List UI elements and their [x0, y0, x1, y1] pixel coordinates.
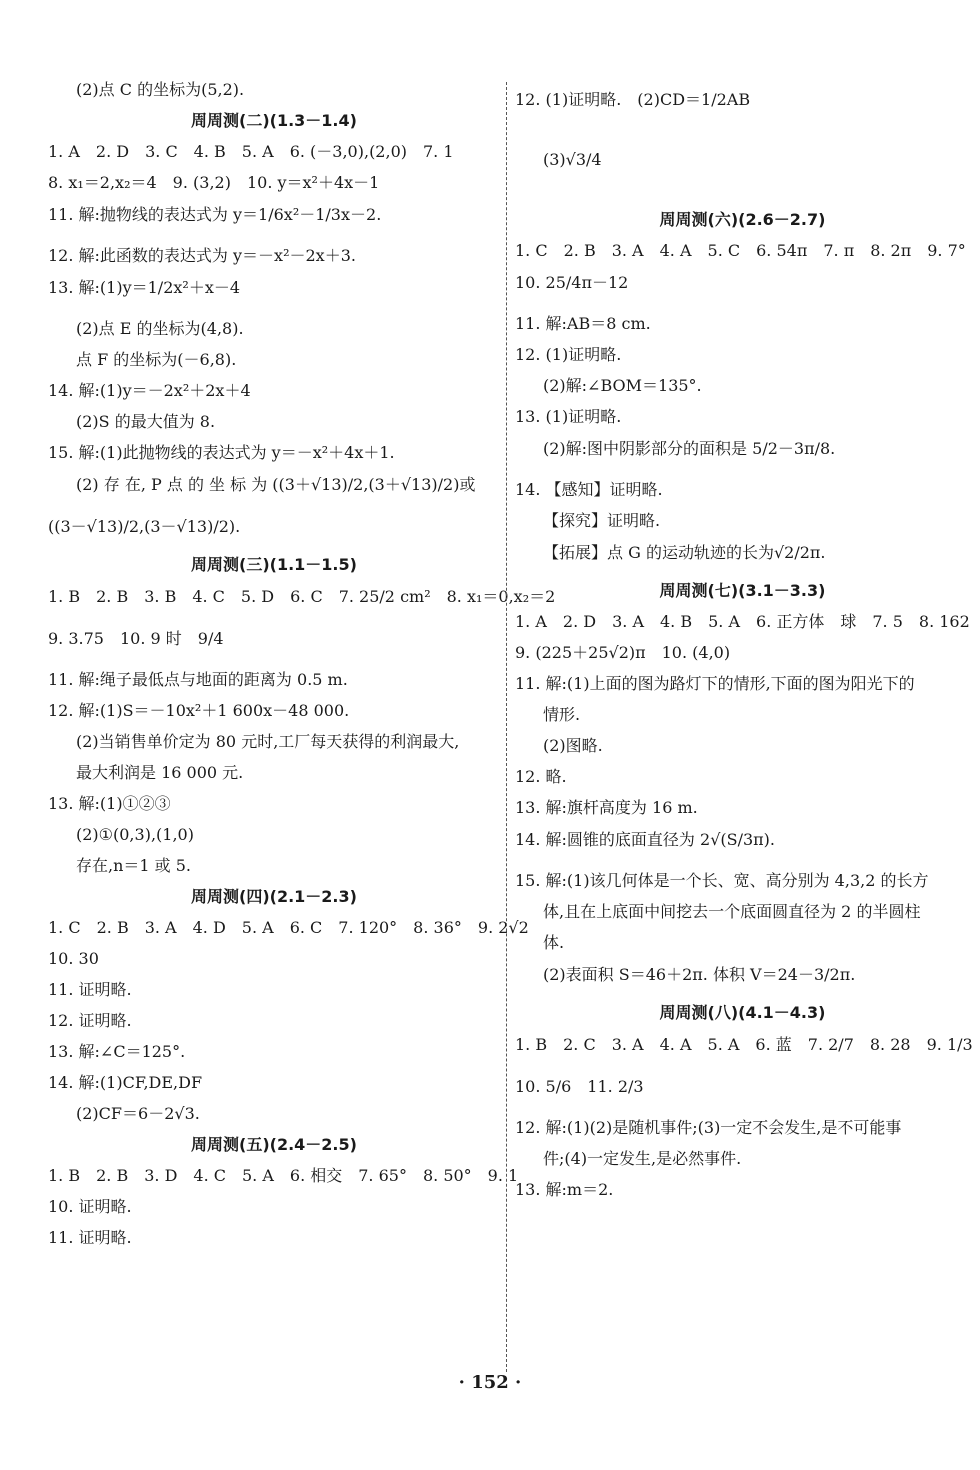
answer-line: 情形. [543, 705, 581, 724]
answer-line: 体,且在上底面中间挖去一个底面圆直径为 2 的半圆柱 [543, 902, 921, 921]
answer-line: 11. 解:绳子最低点与地面的距离为 0.5 m. [48, 670, 348, 689]
answer-line: 1. C 2. B 3. A 4. A 5. C 6. 54π 7. π 8. 2π 9. 7° [515, 241, 966, 260]
answer-line: 10. 5/6 11. 2/3 [515, 1077, 644, 1096]
answer-line: (2)解:∠BOM＝135°. [543, 376, 702, 395]
answer-line: 件;(4)一定发生,是必然事件. [543, 1149, 742, 1168]
answer-line: 12. 解:此函数的表达式为 y＝－x²－2x＋3. [48, 246, 356, 265]
answer-line: (2) 存 在, P 点 的 坐 标 为 ((3＋√13)/2,(3＋√13)/2)或 [76, 475, 476, 494]
answer-line: 12. 解:(1)S＝－10x²＋1 600x－48 000. [48, 701, 350, 720]
answer-line: 13. 解:m＝2. [515, 1180, 614, 1199]
answer-line: 13. 解:旗杆高度为 16 m. [515, 798, 698, 817]
answer-line: 1. A 2. D 3. C 4. B 5. A 6. (－3,0),(2,0) 7. 1 [48, 142, 454, 161]
answer-line: 1. B 2. B 3. D 4. C 5. A 6. 相交 7. 65° 8. 50° 9. 1 [48, 1166, 519, 1185]
answer-line: 11. 解:抛物线的表达式为 y＝1/6x²－1/3x－2. [48, 205, 382, 224]
answer-line: 10. 证明略. [48, 1197, 132, 1216]
answer-line: 存在,n＝1 或 5. [76, 856, 192, 875]
answer-line: 1. C 2. B 3. A 4. D 5. A 6. C 7. 120° 8. 36° 9. 2√2 [48, 918, 529, 937]
section-heading: 周周测(五)(2.4－2.5) [191, 1135, 357, 1154]
answer-line: 8. x₁＝2,x₂＝4 9. (3,2) 10. y＝x²＋4x－1 [48, 173, 380, 192]
answer-line: (2)表面积 S＝46＋2π. 体积 V＝24－3/2π. [543, 965, 856, 984]
answer-line: 10. 30 [48, 949, 99, 968]
answer-line: 15. 解:(1)此抛物线的表达式为 y＝－x²＋4x＋1. [48, 443, 395, 462]
answer-line: 最大利润是 16 000 元. [76, 763, 244, 782]
section-heading: 周周测(六)(2.6－2.7) [659, 210, 826, 229]
section-heading: 周周测(七)(3.1－3.3) [659, 581, 826, 600]
right-column [515, 78, 973, 1200]
answer-line: 11. 证明略. [48, 1228, 132, 1247]
answer-line: (2)点 E 的坐标为(4,8). [76, 319, 244, 338]
answer-line: 13. 解:(1)①②③ [48, 794, 171, 813]
answer-line: 12. (1)证明略. (2)CD＝1/2AB [515, 90, 751, 109]
column-divider [506, 82, 507, 1372]
answer-line: 14. 解:(1)CF,DE,DF [48, 1073, 203, 1092]
answer-line: 14. 【感知】证明略. [515, 480, 663, 499]
answer-line: (2)S 的最大值为 8. [76, 412, 216, 431]
answer-line: 10. 25/4π－12 [515, 273, 629, 292]
answer-line: 15. 解:(1)该几何体是一个长、宽、高分别为 4,3,2 的长方 [515, 871, 929, 890]
answer-line: 11. 解:AB＝8 cm. [515, 314, 651, 333]
answer-line: (2)①(0,3),(1,0) [76, 825, 194, 844]
answer-line: 14. 解:(1)y＝－2x²＋2x＋4 [48, 381, 251, 400]
answer-line: 体. [543, 933, 565, 952]
answer-line: (2)图略. [543, 736, 603, 755]
section-heading: 周周测(四)(2.1－2.3) [191, 887, 357, 906]
answer-line: 12. (1)证明略. [515, 345, 622, 364]
answer-line: 1. B 2. C 3. A 4. A 5. A 6. 蓝 7. 2/7 8. 28 9. 1/3 [515, 1035, 973, 1054]
answer-line: 9. 3.75 10. 9 时 9/4 [48, 629, 224, 648]
section-heading: 周周测(三)(1.1－1.5) [191, 555, 357, 574]
answer-line: (2)点 C 的坐标为(5,2). [76, 80, 245, 99]
answer-line: 13. (1)证明略. [515, 407, 622, 426]
answer-line: 13. 解:(1)y＝1/2x²＋x－4 [48, 278, 241, 297]
answer-line: ((3－√13)/2,(3－√13)/2). [48, 517, 241, 536]
answer-line: 14. 解:圆锥的底面直径为 2√(S/3π). [515, 830, 776, 849]
answer-line: 点 F 的坐标为(－6,8). [76, 350, 237, 369]
answer-line: 12. 解:(1)(2)是随机事件;(3)一定不会发生,是不可能事 [515, 1118, 902, 1137]
page-number: · 152 · [458, 1372, 522, 1393]
answer-line: 【拓展】点 G 的运动轨迹的长为√2/2π. [543, 543, 826, 562]
answer-line: 13. 解:∠C＝125°. [48, 1042, 186, 1061]
answer-line: (3)√3/4 [543, 150, 602, 169]
answer-line: (2)解:图中阴影部分的面积是 5/2－3π/8. [543, 439, 836, 458]
answer-line: (2)CF＝6－2√3. [76, 1104, 200, 1123]
answer-line: 11. 证明略. [48, 980, 132, 999]
answer-line: 1. B 2. B 3. B 4. C 5. D 6. C 7. 25/2 cm² 8. x₁＝0,x₂＝2 [48, 587, 556, 606]
answer-line: 【探究】证明略. [543, 511, 661, 530]
answer-line: 12. 证明略. [48, 1011, 132, 1030]
section-heading: 周周测(二)(1.3－1.4) [191, 111, 357, 130]
section-heading: 周周测(八)(4.1－4.3) [659, 1003, 826, 1022]
answer-line: 11. 解:(1)上面的图为路灯下的情形,下面的图为阳光下的 [515, 674, 915, 693]
answer-line: 12. 略. [515, 767, 567, 786]
answer-line: 1. A 2. D 3. A 4. B 5. A 6. 正方体 球 7. 5 8. 162 [515, 612, 970, 631]
answer-line: 9. (225＋25√2)π 10. (4,0) [515, 643, 731, 662]
answer-line: (2)当销售单价定为 80 元时,工厂每天获得的利润最大, [76, 732, 460, 751]
